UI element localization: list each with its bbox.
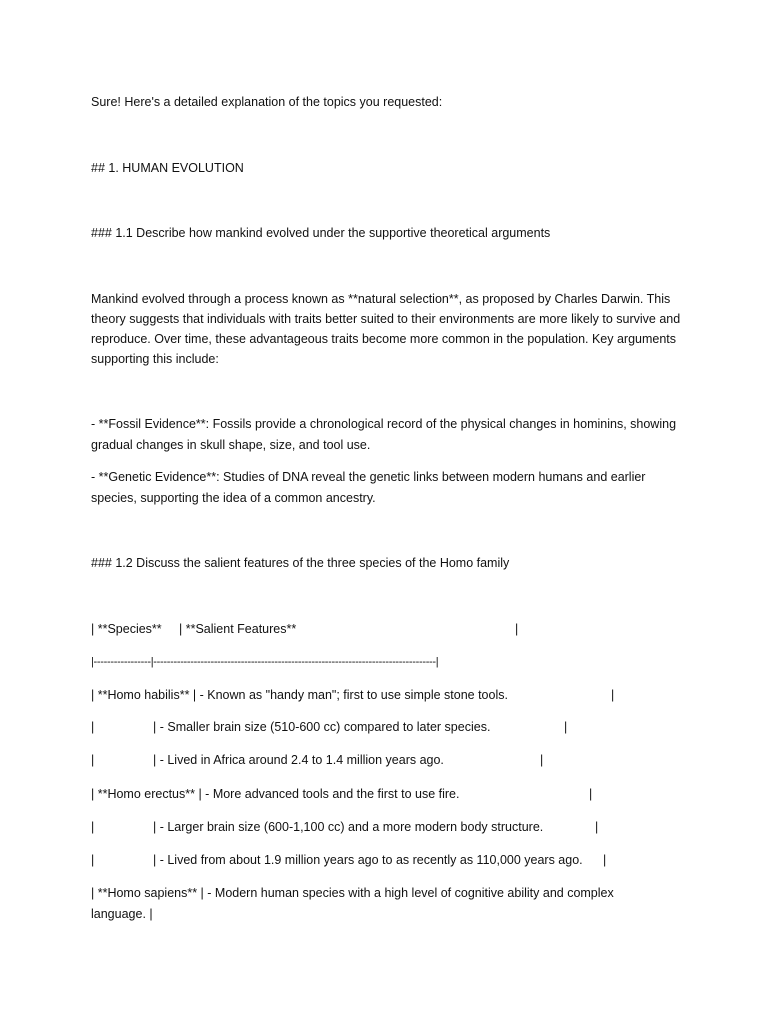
intro-text: Sure! Here's a detailed explanation of the topics you requested: — [91, 95, 443, 109]
table-row: | **Homo sapiens** | - Modern human species with a high level of cognitive ability and complex language. | — [91, 886, 614, 921]
table-cell: | - Lived in Africa around 2.4 to 1.4 million years ago. — [153, 753, 444, 767]
table-cell: | - Lived from about 1.9 million years ago to as recently as 110,000 years ago. — [153, 853, 583, 867]
subsection-heading-1-2: ### 1.2 Discuss the salient features of the three species of the Homo family — [91, 556, 510, 570]
table-cell: | — [603, 853, 607, 867]
table-cell: | — [611, 688, 615, 702]
paragraph-natural-selection: Mankind evolved through a process known as **natural selection**, as proposed by Charles Darwin. This theory suggests that individuals with traits better suited to their environments are more likely to survive and reproduce. Over time, these advantageous traits become more common in the population. Key arguments supporting this include: — [91, 292, 681, 366]
table-cell: | — [589, 787, 593, 801]
table-cell: | — [91, 820, 95, 834]
table-cell: | — [540, 753, 544, 767]
table-cell: | - Smaller brain size (510-600 cc) compared to later species. — [153, 720, 491, 734]
section-heading: ## 1. HUMAN EVOLUTION — [91, 161, 244, 175]
table-cell: | — [91, 753, 95, 767]
table-cell: | — [564, 720, 568, 734]
table-cell: | **Homo erectus** | - More advanced tools and the first to use fire. — [91, 787, 460, 801]
table-cell: | — [91, 720, 95, 734]
table-header-right: | — [515, 622, 519, 636]
table-cell: | — [91, 853, 95, 867]
table-cell: | **Homo habilis** | - Known as "handy man"; first to use simple stone tools. — [91, 688, 508, 702]
subsection-heading-1-1: ### 1.1 Describe how mankind evolved under the supportive theoretical arguments — [91, 226, 551, 240]
bullet-fossil-evidence: - **Fossil Evidence**: Fossils provide a chronological record of the physical changes in hominins, showing gradual changes in skull shape, size, and tool use. — [91, 417, 677, 452]
table-header-left: | **Species** | **Salient Features** — [91, 622, 297, 636]
table-cell: | — [595, 820, 599, 834]
table-separator: |-----------------|------------------------------------------------------------------------------------| — [91, 656, 439, 668]
table-cell: | - Larger brain size (600-1,100 cc) and a more modern body structure. — [153, 820, 544, 834]
bullet-genetic-evidence: - **Genetic Evidence**: Studies of DNA reveal the genetic links between modern humans and earlier species, supporting the idea of a common ancestry. — [91, 470, 646, 505]
